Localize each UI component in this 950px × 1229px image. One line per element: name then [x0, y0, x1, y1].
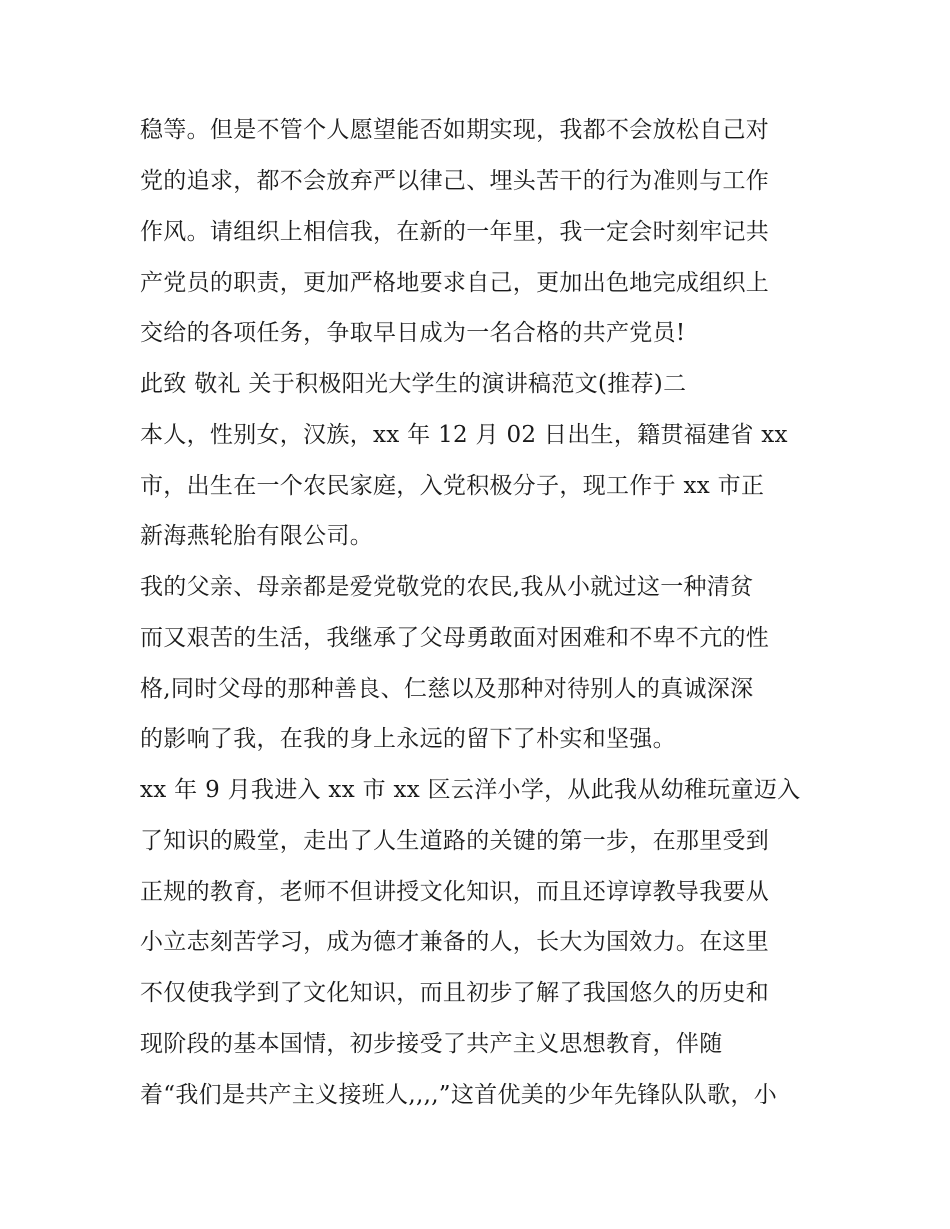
text-line: 格,同时父母的那种善良、仁慈以及那种对待别人的真诚深深 [140, 676, 754, 702]
text-line: 而又艰苦的生活，我继承了父母勇敢面对困难和不卑不亢的性 [140, 625, 770, 651]
text-line: 此致 敬礼 关于积极阳光大学生的演讲稿范文(推荐)二 [140, 371, 687, 397]
text-line: 党的追求，都不会放弃严以律己、埋头苦干的行为准则与工作 [140, 168, 770, 194]
text-line: 着“我们是共产主义接班人,,,,”这首优美的少年先锋队队歌，小 [140, 1082, 778, 1108]
text-line: 的影响了我，在我的身上永远的留下了朴实和坚强。 [140, 726, 676, 752]
text-line: 现阶段的基本国情，初步接受了共产主义思想教育，伴随 [140, 1031, 723, 1057]
text-line: 不仅使我学到了文化知识，而且初步了解了我国悠久的历史和 [140, 980, 770, 1006]
text-line: 我的父亲、母亲都是爱党敬党的农民,我从小就过这一种清贫 [140, 574, 754, 600]
text-line: 新海燕轮胎有限公司。 [140, 523, 373, 549]
text-line: 交给的各项任务，争取早日成为一名合格的共产党员! [140, 320, 686, 346]
text-line: 小立志刻苦学习，成为德才兼备的人，长大为国效力。在这里 [140, 929, 770, 955]
text-line: 了知识的殿堂，走出了人生道路的关键的第一步，在那里受到 [140, 828, 770, 854]
text-line: 市，出生在一个农民家庭，入党积极分子，现工作于 xx 市正 [140, 473, 765, 499]
text-line: 产党员的职责，更加严格地要求自己，更加出色地完成组织上 [140, 270, 770, 296]
text-line: 稳等。但是不管个人愿望能否如期实现，我都不会放松自己对 [140, 117, 770, 143]
text-line: 作风。请组织上相信我，在新的一年里，我一定会时刻牢记共 [140, 219, 770, 245]
text-line: xx 年 9 月我进入 xx 市 xx 区云洋小学，从此我从幼稚玩童迈入 [140, 777, 801, 803]
text-line: 正规的教育，老师不但讲授文化知识，而且还谆谆教导我要从 [140, 879, 770, 905]
text-line: 本人，性别女，汉族，xx 年 12 月 02 日出生，籍贯福建省 xx [140, 422, 788, 448]
